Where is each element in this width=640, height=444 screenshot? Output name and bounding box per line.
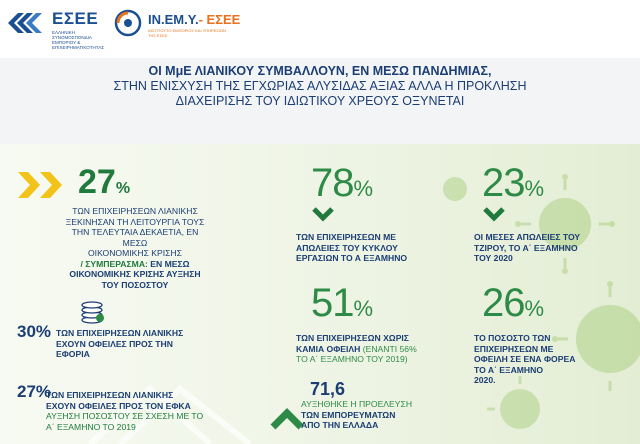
stat-26-pct: % — [524, 296, 544, 321]
stat-30-line: ΕΧΟΥΝ ΟΦΕΙΛΕΣ ΠΡΟΣ ΤΗΝ ΕΦΟΡΙΑ — [56, 338, 173, 359]
stat-51-line: ΤΟ Α΄ ΕΞΑΜΗΝΟ ΤΟΥ 2019) — [296, 354, 408, 364]
header — [0, 0, 640, 58]
banner-title — [0, 64, 640, 109]
stat-27-line: ΤΟΥ ΠΟΣΟΣΤΟΥ — [101, 279, 169, 290]
stat-51-line: ΤΩΝ ΕΠΙΧΕΙΡΗΣΕΩΝ ΧΩΡΙΣ — [296, 333, 409, 343]
stat-26-line: ΕΠΙΧΕΙΡΗΣΕΩΝ ΜΕ — [474, 343, 554, 354]
stat-78-line: ΤΩΝ ΕΠΙΧΕΙΡΗΣΕΩΝ ΜΕ — [296, 232, 396, 242]
stat-26-line: ΟΦΕΙΛΗ ΣΕ ΕΝΑ ΦΟΡΕΑ — [474, 354, 576, 364]
stat-26-line: 2020. — [474, 375, 496, 385]
stat-51-value: 51 — [311, 281, 354, 325]
stat-27b-line-4: Α΄ ΕΞΑΜΗΝΟ ΤΟ 2019 — [46, 421, 136, 432]
stat-78-number — [311, 161, 372, 206]
chevron-up-icon — [270, 408, 304, 430]
stat-71-6-line: ΤΩΝ ΕΜΠΟΡΕΥΜΑΤΩΝ — [301, 409, 396, 420]
stat-27-value: 27 — [78, 163, 116, 201]
stat-27-line: ΟΙΚΟΝΟΜΙΚΗΣ ΚΡΙΣΗΣ — [88, 248, 182, 258]
title-banner — [0, 58, 640, 144]
stat-26-number — [482, 281, 543, 326]
esee-logo-name: ΕΣΕΕ — [52, 9, 99, 28]
stat-71-6-description — [301, 399, 441, 431]
stat-27b-description — [46, 390, 216, 432]
stat-78-line: ΕΡΓΑΣΙΩΝ ΤΟ Α ΕΞΑΜΗΝΟ — [296, 253, 408, 263]
stat-26-value: 26 — [482, 281, 525, 325]
stat-27b-line-1: ΤΩΝ ΕΠΙΧΕΙΡΗΣΕΩΝ ΛΙΑΝΙΚΗΣ — [46, 390, 174, 400]
stat-71-6-line: ΑΥΞΗΘΗΚΕ Η ΠΡΟΕΛΕΥΣΗ — [301, 399, 413, 409]
stat-23-line: ΟΙ ΜΕΣΕΣ ΑΠΩΛΕΙΕΣ ΤΟΥ — [474, 232, 581, 242]
stat-51-number — [311, 281, 372, 326]
stat-78-pct: % — [353, 176, 373, 201]
chevrons-right-icon — [18, 172, 70, 198]
esee-logo — [8, 9, 108, 49]
stat-30-description — [56, 328, 206, 360]
inemy-logo-name-accent: - ΕΣΕΕ — [198, 12, 241, 27]
stat-23-pct: % — [524, 176, 544, 201]
inemy-logo-name — [148, 12, 240, 27]
stat-27-highlight-rest: ΕΝ ΜΕΣΩ — [147, 258, 190, 269]
esee-logo-icon — [8, 11, 48, 35]
inemy-logo-subtitle: ΙΝΣΤΙΤΟΥΤΟ ΕΜΠΟΡΙΟΥ ΚΑΙ ΥΠΗΡΕΣΙΩΝ ΤΗΣ ΕΣΕΕ — [148, 28, 226, 38]
stat-27b-line-2: ΕΧΟΥΝ ΟΦΕΙΛΕΣ ΠΡΟΣ ΤΟΝ ΕΦΚΑ — [46, 400, 191, 411]
stat-26-line: ΤΟ ΠΟΣΟΣΤΟ ΤΩΝ — [474, 333, 551, 343]
stat-27-number — [78, 163, 130, 202]
stat-78-value: 78 — [311, 161, 354, 205]
check-down-icon — [312, 206, 334, 222]
stat-27-description — [60, 206, 210, 290]
banner-line-2: ΣΤΗΝ ΕΝΙΣΧΥΣΗ ΤΗΣ ΕΓΧΩΡΙΑΣ ΑΛΥΣΙΔΑΣ ΑΞΙΑΣ ΑΛΛΑ Η ΠΡΟΚΛΗΣΗ — [113, 79, 527, 93]
stat-51-pct: % — [353, 296, 373, 321]
stat-27-line: ΤΗΝ ΤΕΛΕΥΤΑΙΑ ΔΕΚΑΕΤΙΑ, ΕΝ ΜΕΣΩ — [71, 227, 199, 248]
stat-71-6-line: ΑΠΟ ΤΗΝ ΕΛΛΑΔΑ — [301, 420, 379, 430]
stat-51-description — [296, 333, 456, 365]
check-down-icon — [483, 206, 505, 222]
stat-23-description — [474, 232, 614, 264]
stat-23-number — [482, 161, 543, 206]
inemy-logo-name-main: IN.EM.Y. — [148, 12, 199, 27]
stat-71-6-number: 71,6 — [310, 379, 346, 399]
banner-line-1: ΟΙ ΜμΕ ΛΙΑΝΙΚΟΥ ΣΥΜΒΑΛΛΟΥΝ, ΕΝ ΜΕΣΩ ΠΑΝΔΗΜΙΑΣ, — [148, 64, 492, 78]
stat-78-description — [296, 232, 446, 264]
stat-27-line: ΞΕΚΙΝΗΣΑΝ ΤΗ ΛΕΙΤΟΥΡΓΙΑ ΤΟΥΣ — [65, 216, 205, 227]
stat-26-description — [474, 333, 614, 386]
stat-27-conclusion — [60, 259, 210, 270]
stat-23-value: 23 — [482, 161, 525, 205]
stat-30-number: 30% — [17, 322, 52, 341]
coins-stack-icon — [80, 298, 104, 324]
stat-30-line: ΤΩΝ ΕΠΙΧΕΙΡΗΣΕΩΝ ΛΙΑΝΙΚΗΣ — [56, 328, 184, 338]
stat-27-highlight: / ΣΥΜΠΕΡΑΣΜΑ: — [80, 258, 148, 269]
stat-27-line: ΤΩΝ ΕΠΙΧΕΙΡΗΣΕΩΝ ΛΙΑΝΙΚΗΣ — [72, 206, 198, 216]
stat-27b-number: 27% — [17, 382, 52, 401]
esee-logo-subtitle: ΕΛΛΗΝΙΚΗ ΣΥΝΟΜΟΣΠΟΝΔΙΑ ΕΜΠΟΡΙΟΥ & ΕΠΙΧΕΙΡΗΜΑΤΙΚΟΤΗΤΑΣ — [52, 30, 104, 50]
stat-23-line: ΤΟΥ 2020 — [474, 253, 513, 263]
stat-27-pct: % — [115, 180, 131, 197]
stat-78-line: ΑΠΩΛΕΙΕΣ ΤΟΥ ΚΥΚΛΟΥ — [296, 242, 398, 253]
stat-27-line: ΟΙΚΟΝΟΜΙΚΗΣ ΚΡΙΣΗΣ ΑΥΞΗΣΗ — [69, 269, 201, 279]
banner-line-3: ΔΙΑΧΕΙΡΙΣΗΣ ΤΟΥ ΙΔΙΩΤΙΚΟΥ ΧΡΕΟΥΣ ΟΞΥΝΕΤΑΙ — [175, 94, 465, 108]
stat-27b-line-3: ΑΥΞΗΣΗ ΠΟΣΟΣΤΟΥ ΣΕ ΣΧΕΣΗ ΜΕ ΤΟ — [46, 411, 204, 421]
stat-23-line: ΤΖΙΡΟΥ, ΤΟ Α΄ ΕΞΑΜΗΝΟ — [474, 242, 578, 253]
stat-51-line: ΚΑΜΙΑ ΟΦΕΙΛΗ (ΕΝΑΝΤΙ 56% — [296, 343, 417, 354]
inemy-logo-icon — [114, 9, 142, 37]
stat-26-line: ΤΟ Α΄ ΕΞΑΜΗΝΟ — [474, 364, 544, 375]
inemy-logo — [114, 9, 241, 49]
